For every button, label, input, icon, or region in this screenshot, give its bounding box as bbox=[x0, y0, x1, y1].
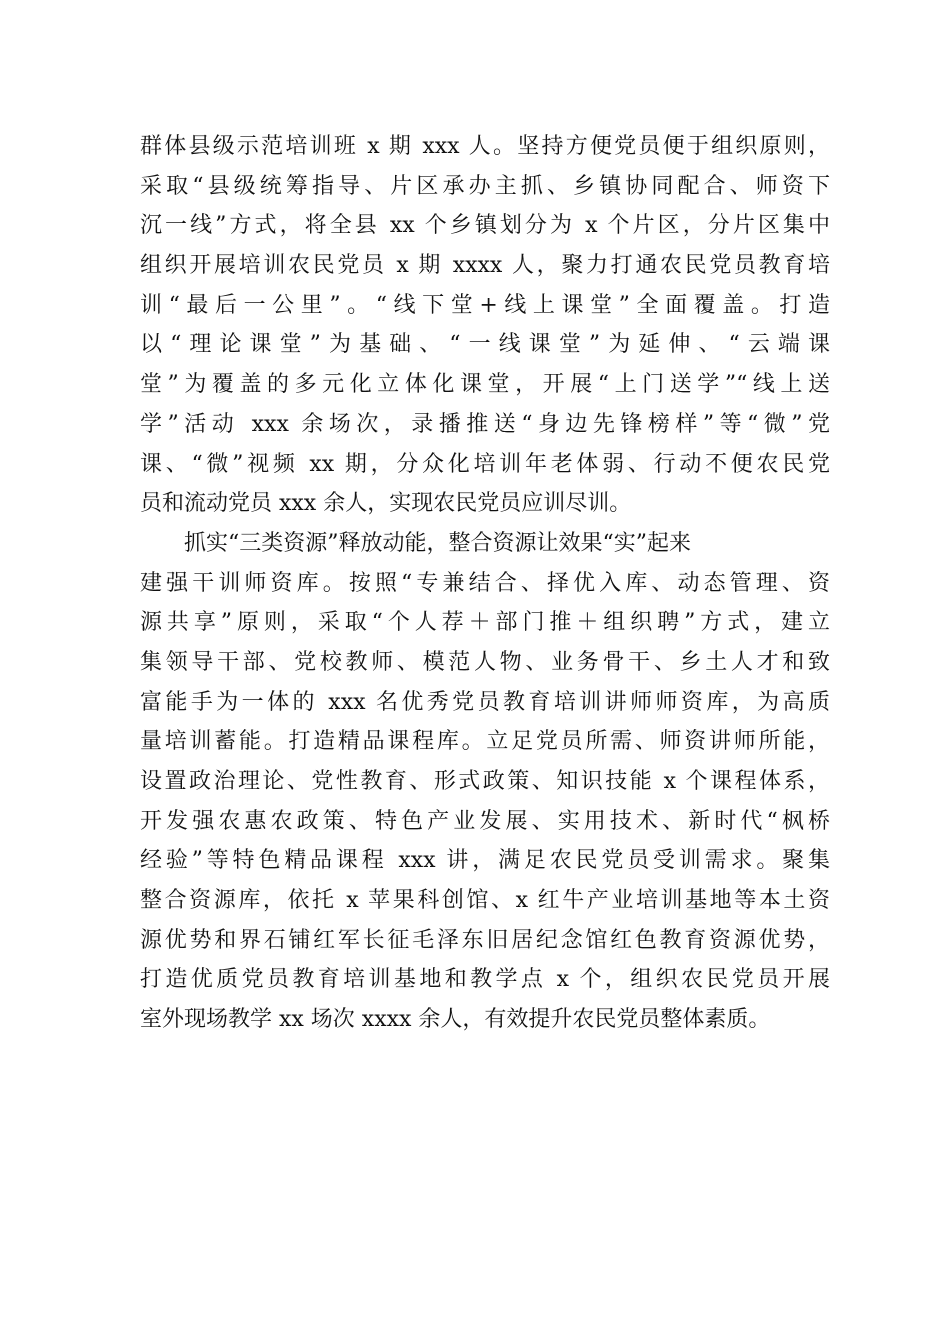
paragraph-2-line-5: 富能手为一体的 xxx 名优秀党员教育培训讲师师资库，为高质 bbox=[140, 689, 830, 715]
paragraph-1-line-2: 采取“县级统筹指导、片区承办主抓、乡镇协同配合、师资下 bbox=[140, 173, 830, 199]
paragraph-2-line-9: 经验”等特色精品课程 xxx 讲，满足农民党员受训需求。聚集 bbox=[140, 848, 830, 874]
paragraph-1-line-3: 沉一线”方式，将全县 xx 个乡镇划分为 x 个片区，分片区集中 bbox=[140, 213, 830, 239]
paragraph-1-line-6: 以“理论课堂”为基础、“一线课堂”为延伸、“云端课 bbox=[140, 332, 830, 358]
paragraph-2-heading: 抓实“三类资源”释放动能，整合资源让效果“实”起来 bbox=[184, 530, 691, 556]
paragraph-2-line-8: 开发强农惠农政策、特色产业发展、实用技术、新时代“枫桥 bbox=[140, 808, 830, 834]
paragraph-1-line-8: 学”活动 xxx 余场次，录播推送“身边先锋榜样”等“微”党 bbox=[140, 411, 830, 437]
paragraph-1-line-10: 员和流动党员 xxx 余人，实现农民党员应训尽训。 bbox=[140, 491, 632, 517]
paragraph-2-line-12: 打造优质党员教育培训基地和教学点 x 个，组织农民党员开展 bbox=[140, 967, 830, 993]
paragraph-2-line-11: 源优势和界石铺红军长征毛泽东旧居纪念馆红色教育资源优势， bbox=[140, 927, 830, 953]
paragraph-2-line-10: 整合资源库，依托 x 苹果科创馆、x 红牛产业培训基地等本土资 bbox=[140, 888, 830, 914]
body-text bbox=[140, 127, 830, 1040]
paragraph-2-line-2: 建强干训师资库。按照“专兼结合、择优入库、动态管理、资 bbox=[140, 570, 830, 596]
paragraph-1-line-5: 训“最后一公里”。“线下堂+线上课堂”全面覆盖。打造 bbox=[140, 292, 830, 318]
paragraph-2-line-6: 量培训蓄能。打造精品课程库。立足党员所需、师资讲师所能， bbox=[140, 729, 830, 755]
paragraph-2-line-7: 设置政治理论、党性教育、形式政策、知识技能 x 个课程体系， bbox=[140, 769, 830, 794]
paragraph-1-line-1: 群体县级示范培训班 x 期 xxx 人。坚持方便党员便于组织原则， bbox=[140, 134, 830, 159]
paragraph-1-line-9: 课、“微”视频 xx 期，分众化培训年老体弱、行动不便农民党 bbox=[140, 451, 830, 477]
paragraph-2-line-4: 集领导干部、党校教师、模范人物、业务骨干、乡土人才和致 bbox=[140, 649, 830, 675]
paragraph-1-line-4: 组织开展培训农民党员 x 期 xxxx 人，聚力打通农民党员教育培 bbox=[140, 253, 830, 279]
paragraph-1-line-7: 堂”为覆盖的多元化立体化课堂，开展“上门送学”“线上送 bbox=[140, 372, 830, 398]
paragraph-2-line-3: 源共享”原则，采取“个人荐＋部门推＋组织聘”方式，建立 bbox=[140, 610, 830, 636]
paragraph-2-line-13: 室外现场教学 xx 场次 xxxx 余人，有效提升农民党员整体素质。 bbox=[140, 1007, 771, 1033]
